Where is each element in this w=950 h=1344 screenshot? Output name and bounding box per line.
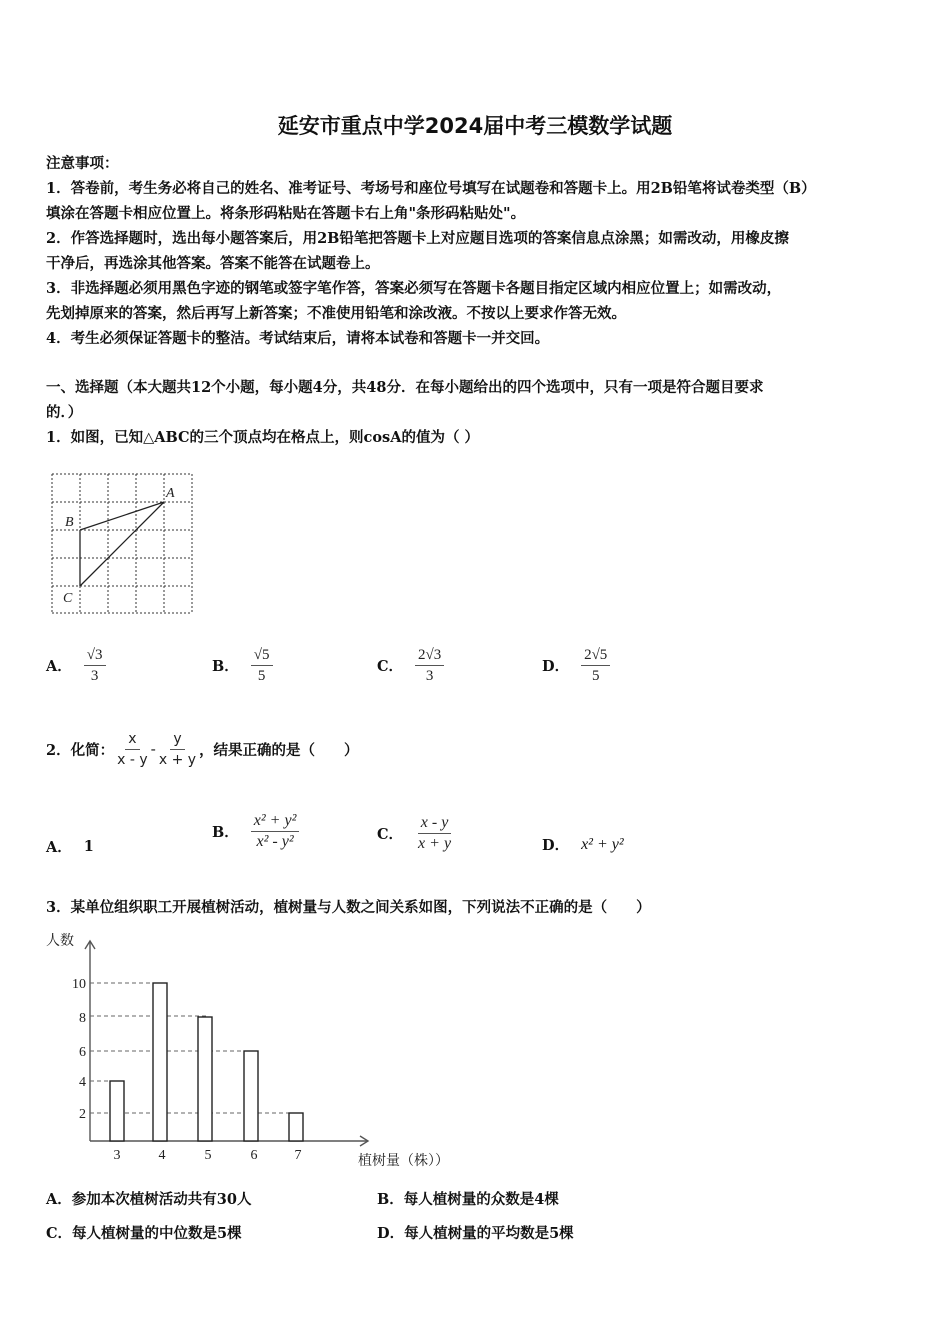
fraction — [251, 812, 300, 851]
numerator: x — [125, 730, 139, 750]
option-label: A． — [46, 839, 72, 856]
vertex-a-label: A — [166, 486, 175, 501]
svg-text:5: 5 — [204, 1148, 212, 1163]
option-label: B． — [377, 1191, 404, 1208]
option-label: C． — [377, 826, 404, 843]
section-heading: 一、选择题（本大题共12个小题，每小题4分，共48分．在每小题给出的四个选项中，只有一项是符合题目要求 — [46, 379, 764, 396]
section-heading-cont: 的．） — [46, 404, 83, 421]
fraction — [415, 646, 444, 685]
numerator: x - y — [418, 814, 452, 834]
notice-item-3-cont: 先划掉原来的答案，然后再写上新答案；不准使用铅笔和涂改液。不按以上要求作答无效。 — [46, 305, 626, 322]
denominator: 5 — [257, 668, 266, 684]
bar-4 — [153, 983, 167, 1141]
minus-sign: - — [150, 741, 156, 758]
option-label: A． — [46, 658, 72, 675]
notice-item-1: 1．答卷前，考生务必将自己的姓名、准考证号、考场号和座位号填写在试题卷和答题卡上。用2B铅笔将试卷类型（B） — [46, 180, 816, 197]
fraction — [114, 730, 151, 769]
q2-option-b[interactable] — [212, 812, 299, 851]
question-1-stem: 1．如图，已知△ABC的三个顶点均在格点上，则cosA的值为（ ） — [46, 429, 480, 446]
q2-suffix: ，结果正确的是（ ） — [199, 742, 359, 759]
fraction — [581, 646, 610, 685]
svg-text:8: 8 — [79, 1011, 86, 1026]
fraction — [84, 646, 106, 685]
question-2-stem — [46, 730, 359, 769]
vertex-c-label: C — [63, 591, 73, 606]
q2-option-a[interactable] — [46, 836, 94, 857]
svg-text:3: 3 — [113, 1148, 121, 1163]
option-text: 每人植树量的平均数是5棵 — [404, 1225, 574, 1242]
tree-planting-bar-chart — [40, 925, 480, 1175]
page-title: 延安市重点中学2024届中考三模数学试题 — [277, 114, 673, 138]
q1-option-d[interactable] — [542, 646, 610, 685]
notice-item-2: 2．作答选择题时，选出每小题答案后，用2B铅笔把答题卡上对应题目选项的答案信息点涂黑；如需改动，用橡皮擦 — [46, 230, 789, 247]
option-text: 每人植树量的众数是4棵 — [403, 1191, 559, 1208]
q1-option-b[interactable] — [212, 646, 273, 685]
svg-text:10: 10 — [72, 977, 86, 992]
option-label: D． — [377, 1225, 405, 1242]
q3-option-b[interactable] — [377, 1188, 559, 1209]
denominator: 3 — [90, 668, 99, 684]
bar-6 — [244, 1051, 258, 1141]
numerator: √5 — [251, 646, 273, 666]
numerator: y — [170, 730, 184, 750]
q3-option-c[interactable] — [46, 1222, 242, 1243]
denominator: x - y — [117, 752, 148, 768]
denominator: x² - y² — [256, 833, 294, 850]
svg-text:7: 7 — [294, 1148, 302, 1163]
option-label: C． — [377, 658, 404, 675]
svg-text:2: 2 — [79, 1107, 86, 1122]
option-value: x² + y² — [581, 835, 624, 853]
option-text: 参加本次植树活动共有30人 — [71, 1191, 252, 1208]
fraction — [415, 814, 454, 853]
vertex-b-label: B — [65, 515, 74, 530]
svg-text:6: 6 — [79, 1045, 86, 1060]
denominator: 3 — [425, 668, 434, 684]
triangle-grid-figure — [48, 470, 198, 618]
option-label: B． — [212, 658, 239, 675]
numerator: x² + y² — [251, 812, 300, 832]
notice-item-4: 4．考生必须保证答题卡的整洁。考试结束后，请将本试卷和答题卡一并交回。 — [46, 330, 550, 347]
svg-text:4: 4 — [79, 1075, 86, 1090]
x-axis-label: 植树量（株）） — [358, 1153, 449, 1169]
question-3-stem: 3．某单位组织职工开展植树活动，植树量与人数之间关系如图，下列说法不正确的是（ ） — [46, 899, 651, 916]
option-value: 1 — [83, 838, 94, 855]
denominator: x + y — [158, 752, 197, 768]
bar-3 — [110, 1081, 124, 1141]
fraction — [156, 730, 199, 769]
option-label: C． — [46, 1225, 73, 1242]
numerator: √3 — [84, 646, 106, 666]
q1-option-a[interactable] — [46, 646, 106, 685]
bar-5 — [198, 1017, 212, 1141]
notice-item-3: 3．非选择题必须用黑色字迹的钢笔或签字笔作答，答案必须写在答题卡各题目指定区域内相应位置上；如需改动， — [46, 280, 782, 297]
q2-option-d[interactable] — [542, 834, 624, 855]
numerator: 2√3 — [415, 646, 444, 666]
option-label: D． — [542, 658, 570, 675]
svg-text:6: 6 — [250, 1148, 258, 1163]
fraction — [251, 646, 273, 685]
denominator: 5 — [591, 668, 600, 684]
svg-text:4: 4 — [158, 1148, 166, 1163]
option-text: 每人植树量的中位数是5棵 — [72, 1225, 242, 1242]
notice-item-1-cont: 填涂在答题卡相应位置上。将条形码粘贴在答题卡右上角"条形码粘贴处"。 — [46, 205, 526, 222]
option-label: A． — [46, 1191, 72, 1208]
notice-label: 注意事项： — [46, 155, 119, 172]
option-label: D． — [542, 837, 570, 854]
numerator: 2√5 — [581, 646, 610, 666]
denominator: x + y — [418, 835, 452, 852]
y-axis-label: 人数 — [46, 933, 74, 949]
q2-option-c[interactable] — [377, 814, 454, 853]
notice-item-2-cont: 干净后，再选涂其他答案。答案不能答在试题卷上。 — [46, 255, 380, 272]
q3-option-d[interactable] — [377, 1222, 574, 1243]
option-label: B． — [212, 824, 239, 841]
q3-option-a[interactable] — [46, 1188, 251, 1209]
q1-option-c[interactable] — [377, 646, 444, 685]
bar-7 — [289, 1113, 303, 1141]
q2-prefix: 2．化简： — [46, 742, 115, 759]
